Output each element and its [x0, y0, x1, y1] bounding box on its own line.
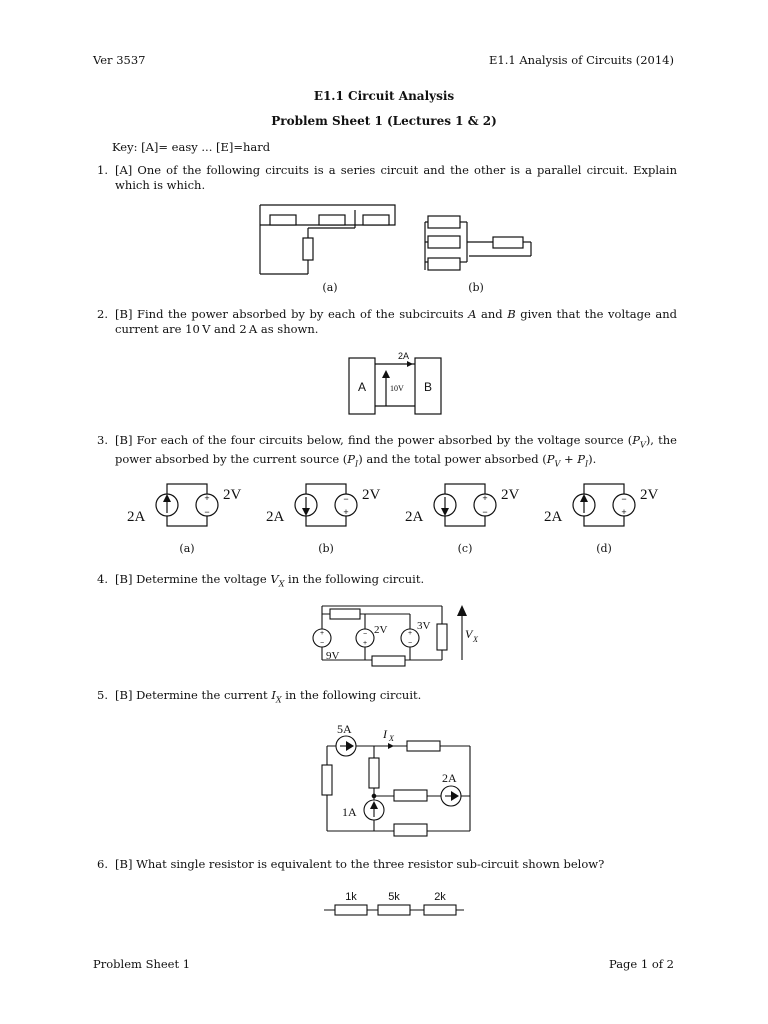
q1-circuit-b [425, 216, 531, 270]
q3-current-label: 2A [544, 509, 563, 525]
question-number: 3. [97, 433, 108, 447]
q3-voltage-label: 2V [501, 487, 520, 503]
question-number: 5. [97, 688, 108, 702]
question-number: 4. [97, 572, 108, 586]
q3-caption-c: (c) [457, 542, 473, 555]
q4-vx-subscript: X [473, 635, 478, 644]
plus-sign: + [621, 507, 627, 517]
footer-title: Problem Sheet 1 [93, 957, 191, 971]
q5-circuit [315, 720, 475, 835]
header-version: Ver 3537 [93, 53, 146, 67]
minus-sign: − [204, 507, 210, 517]
page-title: E1.1 Circuit Analysis [313, 89, 455, 103]
plus-sign: + [407, 630, 413, 637]
q3-voltage-label: 2V [362, 487, 381, 503]
q1-caption-b: (b) [468, 281, 484, 294]
q3-caption-b: (b) [318, 542, 334, 555]
q4-circuit [312, 600, 487, 670]
difficulty-key: Key: [A]= easy ... [E]=hard [112, 140, 271, 154]
q2-voltage-label: 10V [390, 384, 404, 393]
q3-caption-d: (d) [596, 542, 612, 555]
q6-resistor-2k: 2k [434, 891, 446, 903]
question-2 [97, 307, 677, 337]
q4-source-3v: 3V [417, 620, 431, 632]
plus-sign: + [204, 493, 210, 503]
minus-sign: − [319, 640, 325, 647]
q5-ix-label: I [383, 727, 387, 741]
plus-sign: + [362, 640, 368, 647]
q5-source-5a: 5A [337, 722, 352, 736]
q5-source-1a: 1A [342, 805, 357, 819]
minus-sign: − [362, 631, 368, 638]
q4-vx-label: V [465, 627, 473, 641]
minus-sign: − [343, 494, 349, 504]
q6-circuit [322, 888, 467, 918]
q2-circuit [347, 348, 447, 418]
q2-label-b: B [423, 380, 433, 394]
plus-sign: + [343, 507, 349, 517]
q1-circuit-a [260, 205, 395, 274]
question-number: 2. [97, 307, 108, 321]
q3-circuit-b [264, 480, 389, 530]
q2-label-a: A [357, 380, 367, 394]
question-5 [97, 688, 677, 707]
q1-caption-a: (a) [322, 281, 338, 294]
question-number: 6. [97, 857, 108, 871]
plus-sign: + [482, 493, 488, 503]
question-3 [97, 433, 677, 472]
question-4 [97, 572, 677, 591]
q6-resistor-5k: 5k [388, 891, 400, 903]
q1-circuits [255, 200, 535, 280]
q3-caption-a: (a) [179, 542, 195, 555]
q6-resistor-1k: 1k [345, 891, 357, 903]
question-text: [A] One of the following circuits is a series circuit and the other is a parallel circuit. Explain which is which. [115, 163, 677, 192]
question-text: [B] For each of the four circuits below, find the power absorbed by the voltage source $(P_V)$, the power absorbed by the current source $(P_I)$ and the total power absorbed $(P_V + P_I)$. [115, 433, 677, 469]
q2-current-label: 2A [398, 351, 410, 361]
q3-current-label: 2A [127, 509, 146, 525]
q3-circuit-d [542, 480, 667, 530]
minus-sign: − [482, 507, 488, 517]
plus-sign: + [319, 630, 325, 637]
question-text: [B] Find the power absorbed by by each of the subcircuits A and B given that the voltage and current are 10 V and 2 A as shown. [115, 307, 677, 336]
q3-voltage-label: 2V [640, 487, 659, 503]
question-number: 1. [97, 163, 108, 177]
footer-page-number: Page 1 of 2 [608, 957, 674, 971]
question-1 [97, 163, 677, 193]
header-course: E1.1 Analysis of Circuits (2014) [489, 53, 674, 67]
question-text: [B] Determine the current $I_X$ in the following circuit. [115, 688, 422, 705]
minus-sign: − [621, 494, 627, 504]
q5-ix-subscript: X [389, 734, 394, 743]
minus-sign: − [407, 640, 413, 647]
q5-source-2a: 2A [442, 771, 457, 785]
q3-circuit-c [403, 480, 528, 530]
q3-voltage-label: 2V [223, 487, 242, 503]
q3-current-label: 2A [266, 509, 285, 525]
q4-source-2v: 2V [374, 624, 388, 636]
question-6 [97, 857, 677, 872]
question-text: [B] Determine the voltage $V_X$ in the following circuit. [115, 572, 425, 589]
q3-current-label: 2A [405, 509, 424, 525]
q4-source-9v: 9V [326, 650, 340, 662]
q3-circuit-a [125, 480, 250, 530]
page-subtitle: Problem Sheet 1 (Lectures 1 & 2) [271, 114, 497, 128]
question-text: [B] What single resistor is equivalent to the three resistor sub-circuit shown below? [115, 857, 605, 871]
